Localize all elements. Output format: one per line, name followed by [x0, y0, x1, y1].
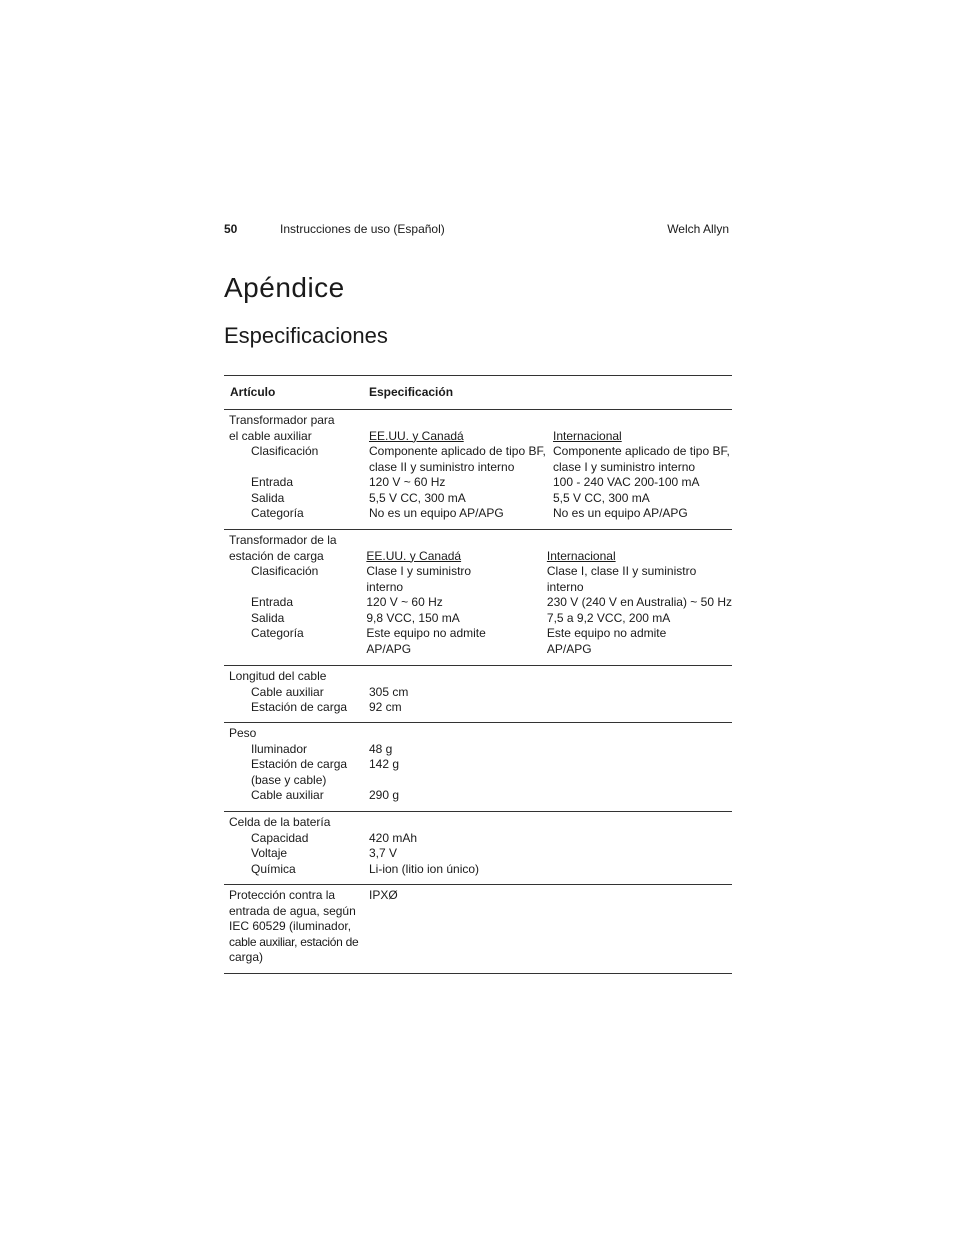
- cell-text: Celda de la batería: [229, 815, 331, 829]
- row-international: [551, 413, 732, 529]
- cell-text: [369, 726, 551, 742]
- region-heading: Internacional: [546, 548, 616, 563]
- cell-text: 305 cm: [369, 684, 409, 699]
- cell-text: Clase I y suministro: [366, 564, 472, 578]
- cell-text: IEC 60529 (iluminador,: [229, 919, 352, 933]
- cell-text: [229, 460, 366, 476]
- cell-text: clase I y suministro interno: [553, 459, 696, 474]
- cell-text: carga): [229, 950, 264, 964]
- cell-text: 290 g: [369, 788, 400, 802]
- header-spec: Especificación: [369, 384, 454, 399]
- cell-text: 100 - 240 VAC 200-100 mA: [553, 475, 700, 489]
- document-title: Instrucciones de uso (Español): [280, 222, 445, 236]
- row-label: [224, 726, 366, 811]
- cell-text: Transformador de la: [229, 533, 337, 547]
- cell-text: Cable auxiliar: [251, 788, 324, 802]
- cell-text: Entrada: [251, 595, 294, 609]
- page-title: Apéndice: [224, 272, 345, 303]
- table-row: [224, 410, 732, 530]
- cell-text: Peso: [229, 726, 257, 740]
- cell-text: Entrada: [251, 475, 294, 489]
- row-value: [366, 815, 551, 884]
- row-value: [366, 726, 551, 811]
- cell-text: AP/APG: [546, 641, 592, 656]
- cell-text: [369, 773, 551, 789]
- cell-text: Capacidad: [251, 830, 309, 845]
- cell-text: interno: [366, 579, 404, 594]
- cell-text: Cable auxiliar: [251, 684, 324, 699]
- row-us-canada: [363, 533, 545, 665]
- region-heading: EE.UU. y Canadá: [366, 548, 462, 563]
- cell-text: Protección contra la: [229, 888, 336, 902]
- section-title: Especificaciones: [224, 323, 388, 348]
- table-row: [224, 812, 732, 885]
- cell-text: [369, 413, 551, 429]
- row-international: [545, 533, 732, 665]
- row-empty: [551, 726, 732, 811]
- cell-text: Clasificación: [251, 444, 319, 458]
- cell-text: [366, 533, 545, 549]
- cell-text: 120 V ~ 60 Hz: [366, 595, 443, 609]
- cell-text: Longitud del cable: [229, 669, 327, 683]
- cell-text: [229, 642, 363, 658]
- cell-text: [369, 669, 551, 685]
- header-article: Artículo: [230, 384, 276, 399]
- cell-text: [369, 815, 551, 831]
- cell-text: 120 V ~ 60 Hz: [369, 475, 446, 489]
- cell-text: el cable auxiliar: [229, 428, 312, 443]
- table-row: [224, 530, 732, 666]
- row-us-canada: [366, 413, 551, 529]
- row-label: [224, 815, 366, 884]
- table-row: [224, 885, 732, 974]
- row-empty: [551, 888, 732, 973]
- cell-text: [553, 413, 732, 429]
- row-empty: [551, 669, 732, 722]
- cell-text: 420 mAh: [369, 830, 418, 845]
- cell-text: entrada de agua, según: [229, 903, 356, 918]
- table-row: [224, 666, 732, 723]
- row-value: [366, 888, 551, 973]
- cell-text: interno: [546, 579, 584, 594]
- cell-text: Clase I, clase II y suministro: [546, 564, 697, 578]
- cell-text: Este equipo no admite: [546, 626, 667, 640]
- brand-name: Welch Allyn: [667, 222, 729, 236]
- cell-text: estación de carga: [229, 548, 324, 563]
- row-label: [224, 669, 366, 722]
- cell-text: AP/APG: [366, 641, 412, 656]
- cell-text: Química: [251, 861, 296, 876]
- table-row: [224, 723, 732, 812]
- cell-text: No es un equipo AP/APG: [553, 506, 688, 520]
- region-heading: EE.UU. y Canadá: [369, 428, 464, 443]
- cell-text: 9,8 VCC, 150 mA: [366, 610, 460, 625]
- cell-text: 5,5 V CC, 300 mA: [369, 490, 466, 505]
- cell-text: cable auxiliar, estación de: [229, 934, 359, 949]
- cell-text: [547, 533, 732, 549]
- cell-text: Estación de carga: [251, 700, 348, 714]
- cell-text: Componente aplicado de tipo BF,: [553, 444, 730, 458]
- cell-text: Li-ion (litio ion único): [369, 861, 480, 876]
- row-label: [224, 413, 366, 529]
- cell-text: 230 V (240 V en Australia) ~ 50 Hz: [546, 595, 732, 609]
- region-heading: Internacional: [553, 428, 622, 443]
- cell-text: Salida: [251, 610, 285, 625]
- row-empty: [551, 815, 732, 884]
- cell-text: clase II y suministro interno: [369, 459, 515, 474]
- row-value: [366, 669, 551, 722]
- cell-text: IPXØ: [369, 888, 398, 902]
- row-label: [224, 888, 366, 973]
- table-header: [224, 376, 732, 410]
- cell-text: Categoría: [251, 506, 304, 520]
- cell-text: (base y cable): [251, 772, 327, 787]
- cell-text: No es un equipo AP/APG: [369, 506, 504, 520]
- row-label: [224, 533, 363, 665]
- cell-text: Categoría: [251, 626, 304, 640]
- cell-text: Componente aplicado de tipo BF,: [369, 444, 546, 458]
- cell-text: 142 g: [369, 757, 400, 771]
- page-number: 50: [224, 222, 238, 236]
- cell-text: Salida: [251, 490, 285, 505]
- cell-text: [229, 580, 363, 596]
- cell-text: Este equipo no admite: [366, 626, 486, 640]
- cell-text: 3,7 V: [369, 846, 398, 860]
- cell-text: Iluminador: [251, 741, 308, 756]
- cell-text: 92 cm: [369, 700, 402, 714]
- cell-text: 48 g: [369, 741, 393, 756]
- cell-text: 5,5 V CC, 300 mA: [553, 490, 650, 505]
- cell-text: Voltaje: [251, 846, 288, 860]
- cell-text: Estación de carga: [251, 757, 348, 771]
- cell-text: Clasificación: [251, 564, 319, 578]
- spec-table: [224, 375, 732, 974]
- cell-text: 7,5 a 9,2 VCC, 200 mA: [546, 610, 671, 625]
- cell-text: Transformador para: [229, 413, 335, 427]
